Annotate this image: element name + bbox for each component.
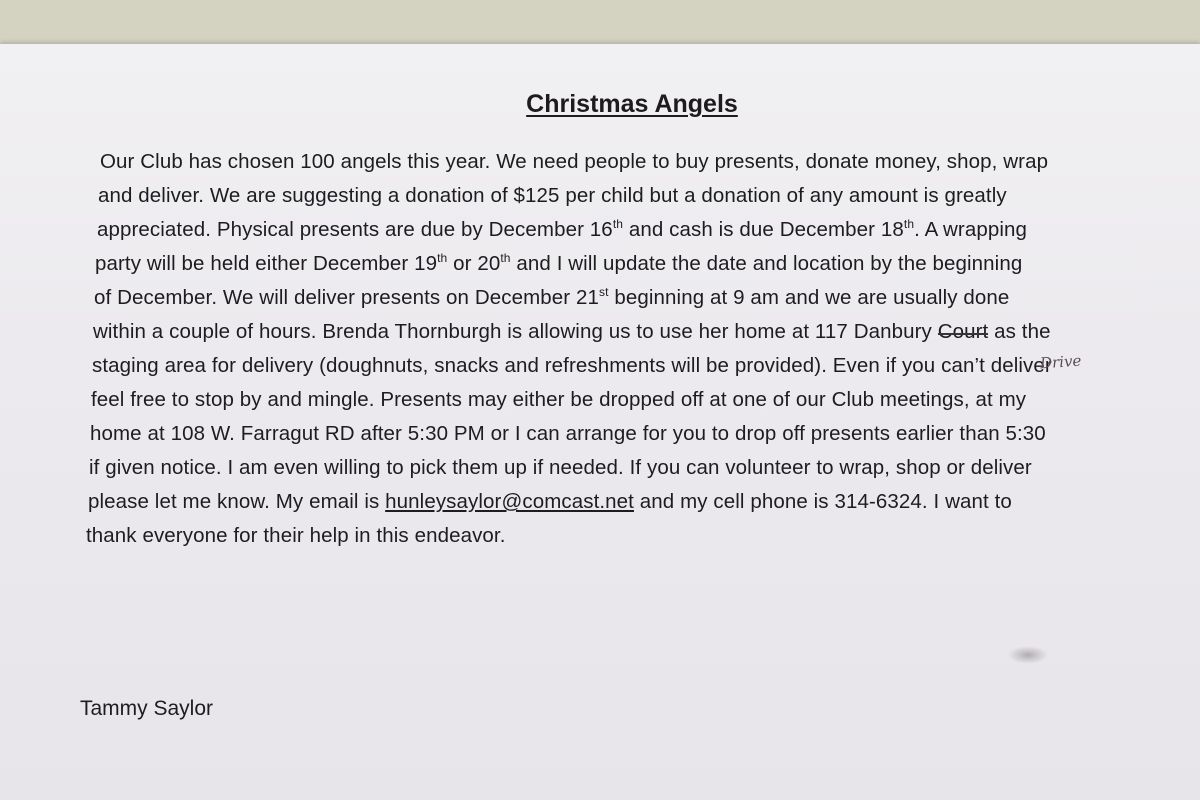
body-text: of December. We will deliver presents on December 21 — [94, 286, 600, 309]
ordinal-suffix: th — [903, 217, 915, 231]
body-text: and I will update the date and location by the beginning — [510, 252, 1023, 275]
body-text: . A wrapping — [914, 218, 1027, 241]
body-text: please let me know. My email is — [88, 490, 386, 513]
body-line-7: staging area for delivery (doughnuts, snacks and refreshments will be provided). Even if you can’t deliver — [92, 354, 1052, 377]
body-line-11 — [88, 492, 1012, 513]
body-line-9: home at 108 W. Farragut RD after 5:30 PM or I can arrange for you to drop off presents earlier than 5:30 — [90, 422, 1046, 445]
struck-word: Court — [937, 320, 989, 343]
handwritten-correction: Drive — [1039, 351, 1082, 373]
body-text: beginning at 9 am and we are usually done — [608, 286, 1010, 309]
signature-name: Tammy Saylor — [80, 697, 214, 720]
body-text: and cash is due December 18 — [623, 218, 904, 241]
body-line-5 — [94, 285, 1010, 309]
body-text: within a couple of hours. Brenda Thornburgh is allowing us to use her home at 117 Danbury — [93, 320, 938, 343]
body-text: and my cell phone is 314-6324. I want to — [633, 490, 1012, 513]
ordinal-suffix: th — [612, 217, 624, 231]
body-line-6 — [93, 322, 1051, 343]
paper-smudge — [1008, 646, 1048, 664]
body-line-10: if given notice. I am even willing to pick them up if needed. If you can volunteer to wrap, shop or deliver — [89, 456, 1032, 479]
body-line-4 — [95, 251, 1023, 275]
body-line-1: Our Club has chosen 100 angels this year. We need people to buy presents, donate money, shop, wrap — [100, 150, 1049, 173]
body-text: or 20 — [447, 252, 501, 275]
body-text: as the — [988, 320, 1051, 343]
email-link[interactable]: hunleysaylor@comcast.net — [385, 490, 634, 513]
ordinal-suffix: th — [437, 251, 448, 265]
body-line-3 — [97, 217, 1027, 241]
body-text: party will be held either December 19 — [95, 252, 438, 275]
body-line-8: feel free to stop by and mingle. Presents may either be dropped off at one of our Club meetings, at my — [91, 388, 1027, 411]
body-text: appreciated. Physical presents are due by December 16 — [97, 218, 613, 241]
letter-page — [0, 44, 1200, 800]
ordinal-suffix: st — [599, 285, 609, 299]
letter-title: Christmas Angels — [526, 90, 738, 118]
ordinal-suffix: th — [500, 251, 511, 265]
body-line-2: and deliver. We are suggesting a donation of $125 per child but a donation of any amount is greatly — [98, 184, 1007, 207]
body-line-12: thank everyone for their help in this endeavor. — [86, 524, 506, 547]
